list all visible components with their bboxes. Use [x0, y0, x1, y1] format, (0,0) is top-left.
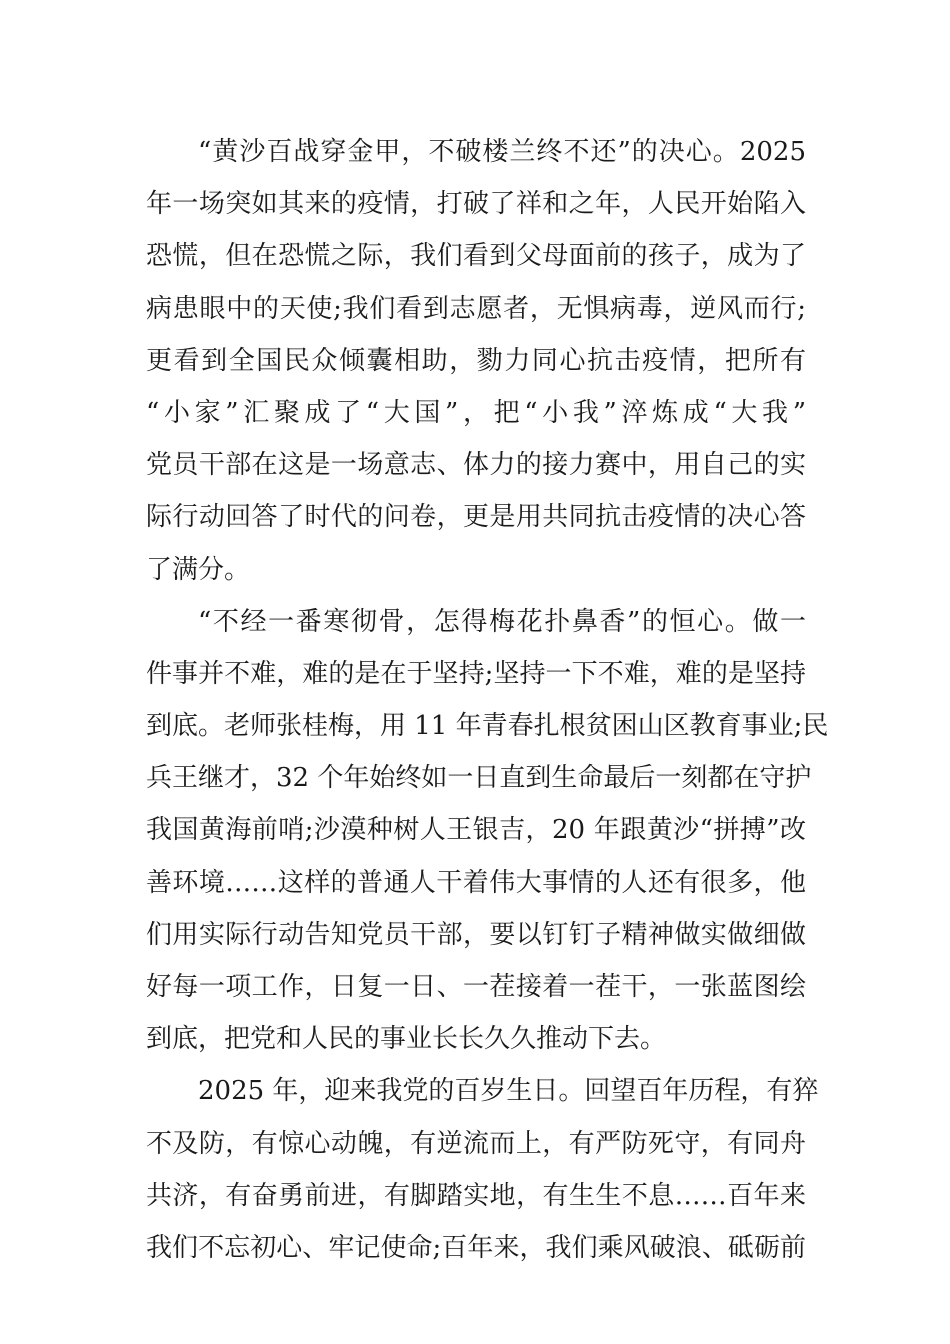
paragraph-line: 件事并不难，难的是在于坚持;坚持一下不难，难的是坚持: [146, 658, 806, 689]
paragraph-line: 到底，把党和人民的事业长长久久推动下去。: [146, 1024, 667, 1055]
paragraph-line: 们用实际行动告知党员干部，要以钉钉子精神做实做细做: [146, 919, 806, 950]
paragraph-line: 年一场突如其来的疫情，打破了祥和之年，人民开始陷入: [146, 189, 806, 220]
paragraph-line: 党员干部在这是一场意志、体力的接力赛中，用自己的实: [146, 450, 806, 481]
paragraph-line: 好每一项工作，日复一日、一茬接着一茬干，一张蓝图绘: [146, 972, 806, 1002]
paragraph-line: 我们不忘初心、牢记使命;百年来，我们乘风破浪、砥砺前: [146, 1232, 806, 1263]
paragraph-line: 了满分。: [146, 554, 251, 585]
paragraph-line: 恐慌，但在恐慌之际，我们看到父母面前的孩子，成为了: [146, 241, 806, 272]
paragraph-line: 更看到全国民众倾囊相助，勠力同心抗击疫情，把所有: [146, 345, 806, 376]
paragraph-line: 到底。老师张桂梅，用 11 年青春扎根贫困山区教育事业;民: [146, 711, 829, 742]
paragraph-line: 共济，有奋勇前进，有脚踏实地，有生生不息……百年来: [146, 1180, 806, 1211]
paragraph-line: “不经一番寒彻骨，怎得梅花扑鼻香”的恒心。做一: [198, 606, 806, 637]
paragraph-line: 2025 年，迎来我党的百岁生日。回望百年历程，有猝: [198, 1076, 819, 1107]
paragraph-line: 兵王继才，32 个年始终如一日直到生命最后一刻都在守护: [146, 763, 812, 794]
paragraph-line: 际行动回答了时代的问卷，更是用共同抗击疫情的决心答: [146, 502, 806, 533]
body-text: [146, 126, 829, 1274]
paragraph-line: 善环境……这样的普通人干着伟大事情的人还有很多，他: [146, 867, 806, 898]
paragraph-line: 病患眼中的天使;我们看到志愿者，无惧病毒，逆风而行;: [146, 293, 806, 324]
paragraph-line: 我国黄海前哨;沙漠种树人王银吉，20 年跟黄沙“拼搏”改: [146, 815, 806, 846]
paragraph-line: “小家”汇聚成了“大国”，把“小我”淬炼成“大我”: [146, 397, 806, 428]
paragraph-line: “黄沙百战穿金甲，不破楼兰终不还”的决心。2025: [198, 137, 806, 167]
paragraph-line: 不及防，有惊心动魄，有逆流而上，有严防死守，有同舟: [146, 1128, 806, 1159]
